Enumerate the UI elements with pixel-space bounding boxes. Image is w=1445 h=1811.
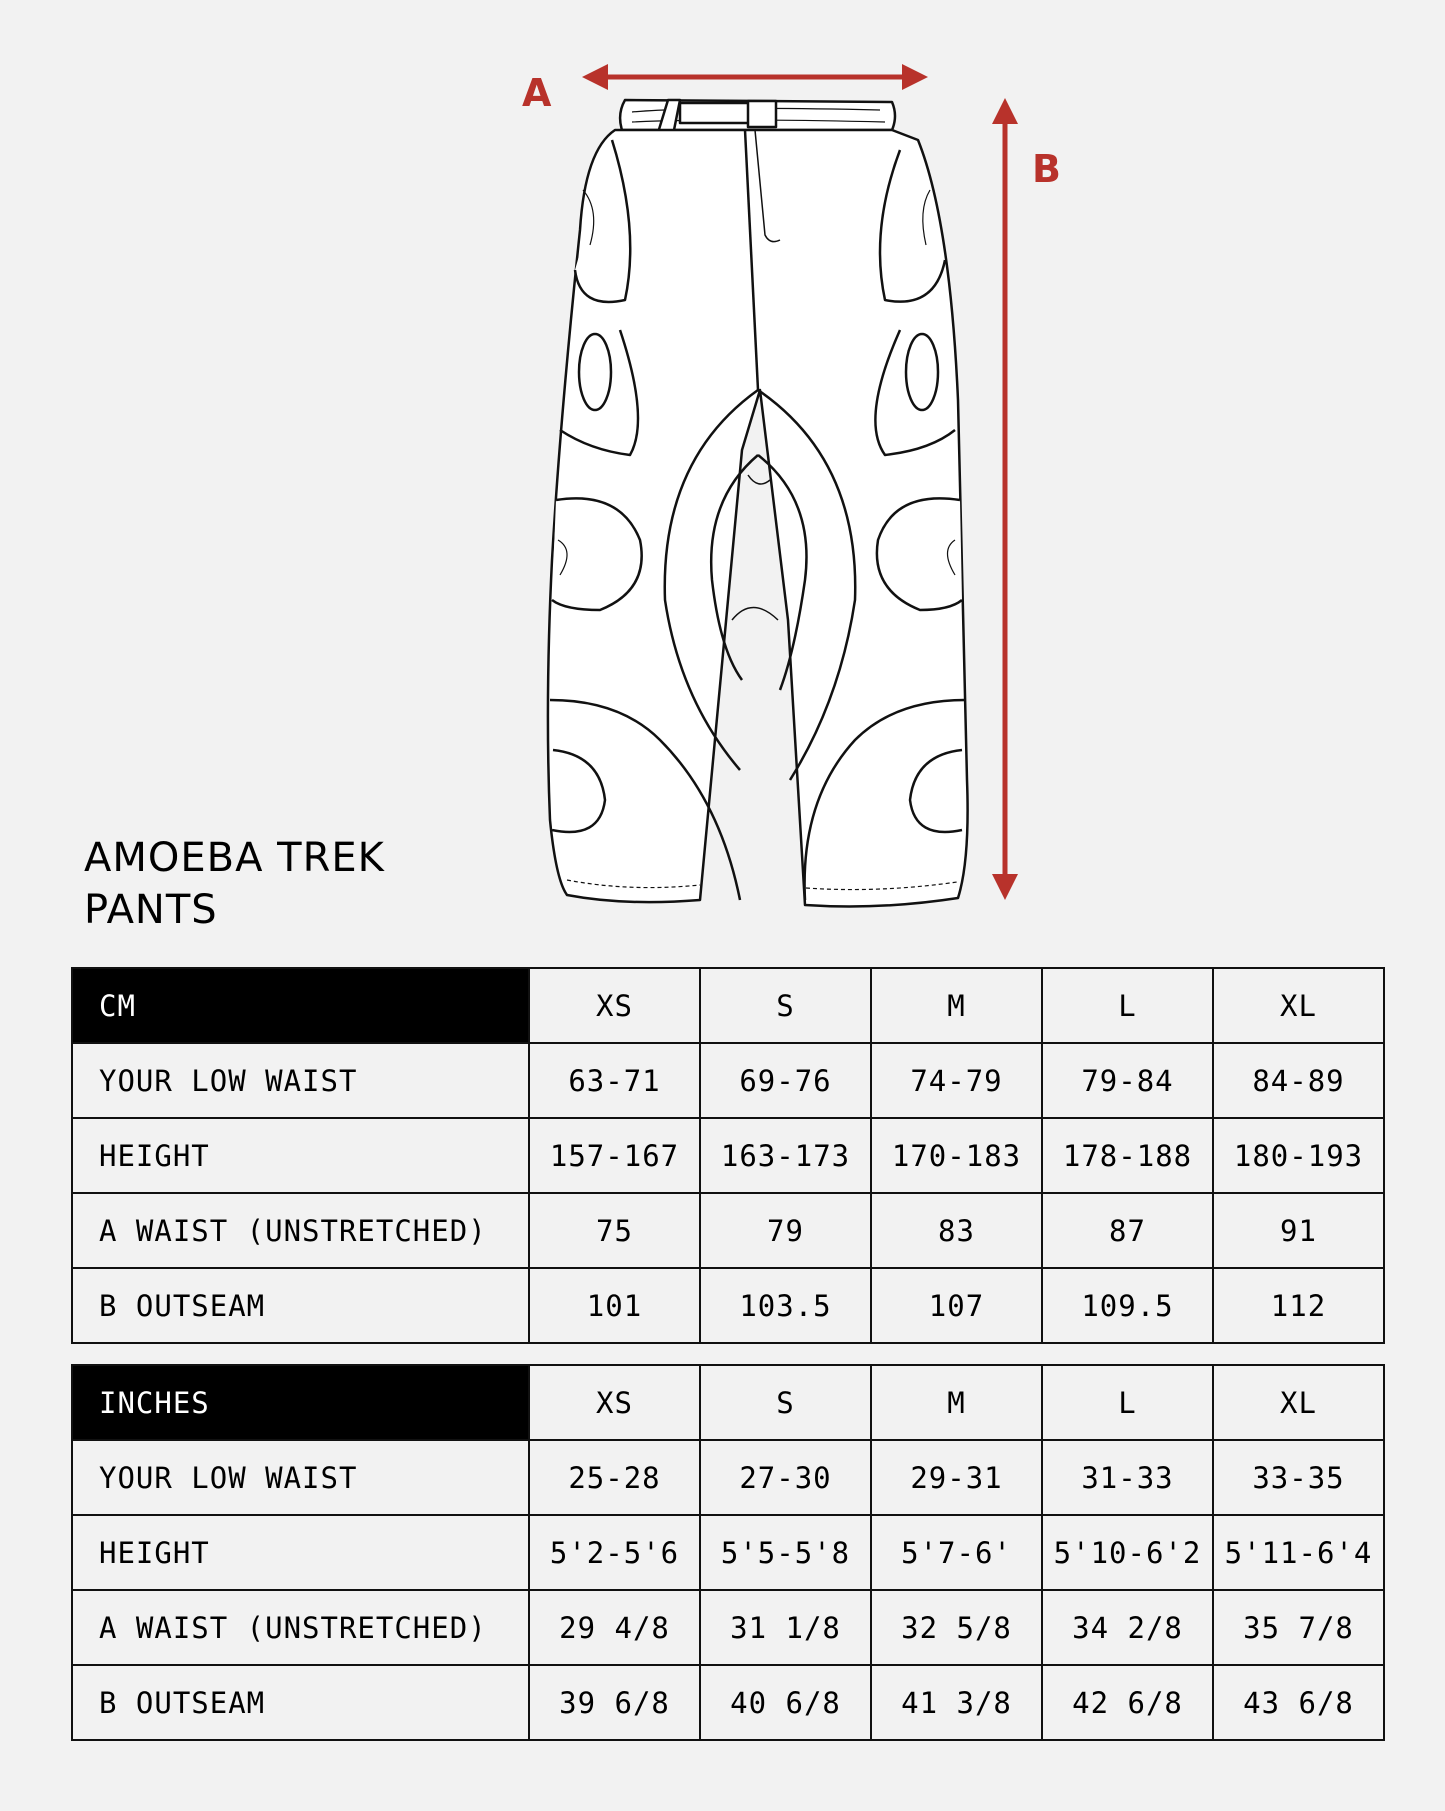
- unit-header-cell: CM: [72, 968, 529, 1043]
- table-cell: 31 1/8: [700, 1590, 871, 1665]
- table-cell: 84-89: [1213, 1043, 1384, 1118]
- size-table-inches: [71, 1364, 1385, 1741]
- size-header-m: M: [871, 1365, 1042, 1440]
- row-label: A WAIST (UNSTRETCHED): [72, 1193, 529, 1268]
- table-cell: 109.5: [1042, 1268, 1213, 1343]
- table-cell: 32 5/8: [871, 1590, 1042, 1665]
- row-label: B OUTSEAM: [72, 1268, 529, 1343]
- table-cell: 69-76: [700, 1043, 871, 1118]
- table-cell: 178-188: [1042, 1118, 1213, 1193]
- table-row: [72, 1043, 1384, 1118]
- table-cell: 103.5: [700, 1268, 871, 1343]
- table-cell: 35 7/8: [1213, 1590, 1384, 1665]
- table-cell: 27-30: [700, 1440, 871, 1515]
- table-row: [72, 1590, 1384, 1665]
- table-cell: 87: [1042, 1193, 1213, 1268]
- table-cell: 40 6/8: [700, 1665, 871, 1740]
- size-header-l: L: [1042, 1365, 1213, 1440]
- table-cell: 39 6/8: [529, 1665, 700, 1740]
- table-row: [72, 1440, 1384, 1515]
- table-cell: 29 4/8: [529, 1590, 700, 1665]
- table-cell: 5'5-5'8: [700, 1515, 871, 1590]
- product-title: [84, 832, 385, 936]
- unit-header-cell: INCHES: [72, 1365, 529, 1440]
- size-header-l: L: [1042, 968, 1213, 1043]
- table-cell: 5'7-6': [871, 1515, 1042, 1590]
- pants-drawing: [548, 100, 968, 906]
- table-cell: 5'11-6'4: [1213, 1515, 1384, 1590]
- table-cell: 5'2-5'6: [529, 1515, 700, 1590]
- table-cell: 33-35: [1213, 1440, 1384, 1515]
- table-cell: 25-28: [529, 1440, 700, 1515]
- table-header-row: [72, 1365, 1384, 1440]
- table-cell: 157-167: [529, 1118, 700, 1193]
- size-header-m: M: [871, 968, 1042, 1043]
- table-cell: 170-183: [871, 1118, 1042, 1193]
- size-header-xl: XL: [1213, 968, 1384, 1043]
- row-label: A WAIST (UNSTRETCHED): [72, 1590, 529, 1665]
- table-cell: 180-193: [1213, 1118, 1384, 1193]
- table-row: [72, 1515, 1384, 1590]
- table-cell: 91: [1213, 1193, 1384, 1268]
- row-label: HEIGHT: [72, 1515, 529, 1590]
- table-cell: 29-31: [871, 1440, 1042, 1515]
- table-cell: 101: [529, 1268, 700, 1343]
- table-cell: 83: [871, 1193, 1042, 1268]
- table-cell: 107: [871, 1268, 1042, 1343]
- table-cell: 31-33: [1042, 1440, 1213, 1515]
- product-title-line-1: AMOEBA TREK: [84, 835, 385, 881]
- table-cell: 75: [529, 1193, 700, 1268]
- row-label: B OUTSEAM: [72, 1665, 529, 1740]
- row-label: YOUR LOW WAIST: [72, 1043, 529, 1118]
- table-row: [72, 1665, 1384, 1740]
- table-cell: 79-84: [1042, 1043, 1213, 1118]
- size-header-xs: XS: [529, 968, 700, 1043]
- table-row: [72, 1193, 1384, 1268]
- row-label: YOUR LOW WAIST: [72, 1440, 529, 1515]
- table-cell: 5'10-6'2: [1042, 1515, 1213, 1590]
- row-label: HEIGHT: [72, 1118, 529, 1193]
- outseam-arrow: [992, 98, 1018, 900]
- table-cell: 163-173: [700, 1118, 871, 1193]
- table-cell: 74-79: [871, 1043, 1042, 1118]
- table-row: [72, 1268, 1384, 1343]
- table-cell: 34 2/8: [1042, 1590, 1213, 1665]
- size-header-s: S: [700, 1365, 871, 1440]
- table-cell: 42 6/8: [1042, 1665, 1213, 1740]
- size-table-cm: [71, 967, 1385, 1344]
- measure-label-a: A: [522, 71, 552, 115]
- size-header-s: S: [700, 968, 871, 1043]
- table-header-row: [72, 968, 1384, 1043]
- product-title-line-2: PANTS: [84, 887, 218, 933]
- table-cell: 63-71: [529, 1043, 700, 1118]
- table-cell: 43 6/8: [1213, 1665, 1384, 1740]
- measure-label-b: B: [1032, 147, 1061, 191]
- table-cell: 41 3/8: [871, 1665, 1042, 1740]
- size-header-xl: XL: [1213, 1365, 1384, 1440]
- table-cell: 79: [700, 1193, 871, 1268]
- table-cell: 112: [1213, 1268, 1384, 1343]
- table-row: [72, 1118, 1384, 1193]
- size-header-xs: XS: [529, 1365, 700, 1440]
- waist-arrow: [582, 64, 928, 90]
